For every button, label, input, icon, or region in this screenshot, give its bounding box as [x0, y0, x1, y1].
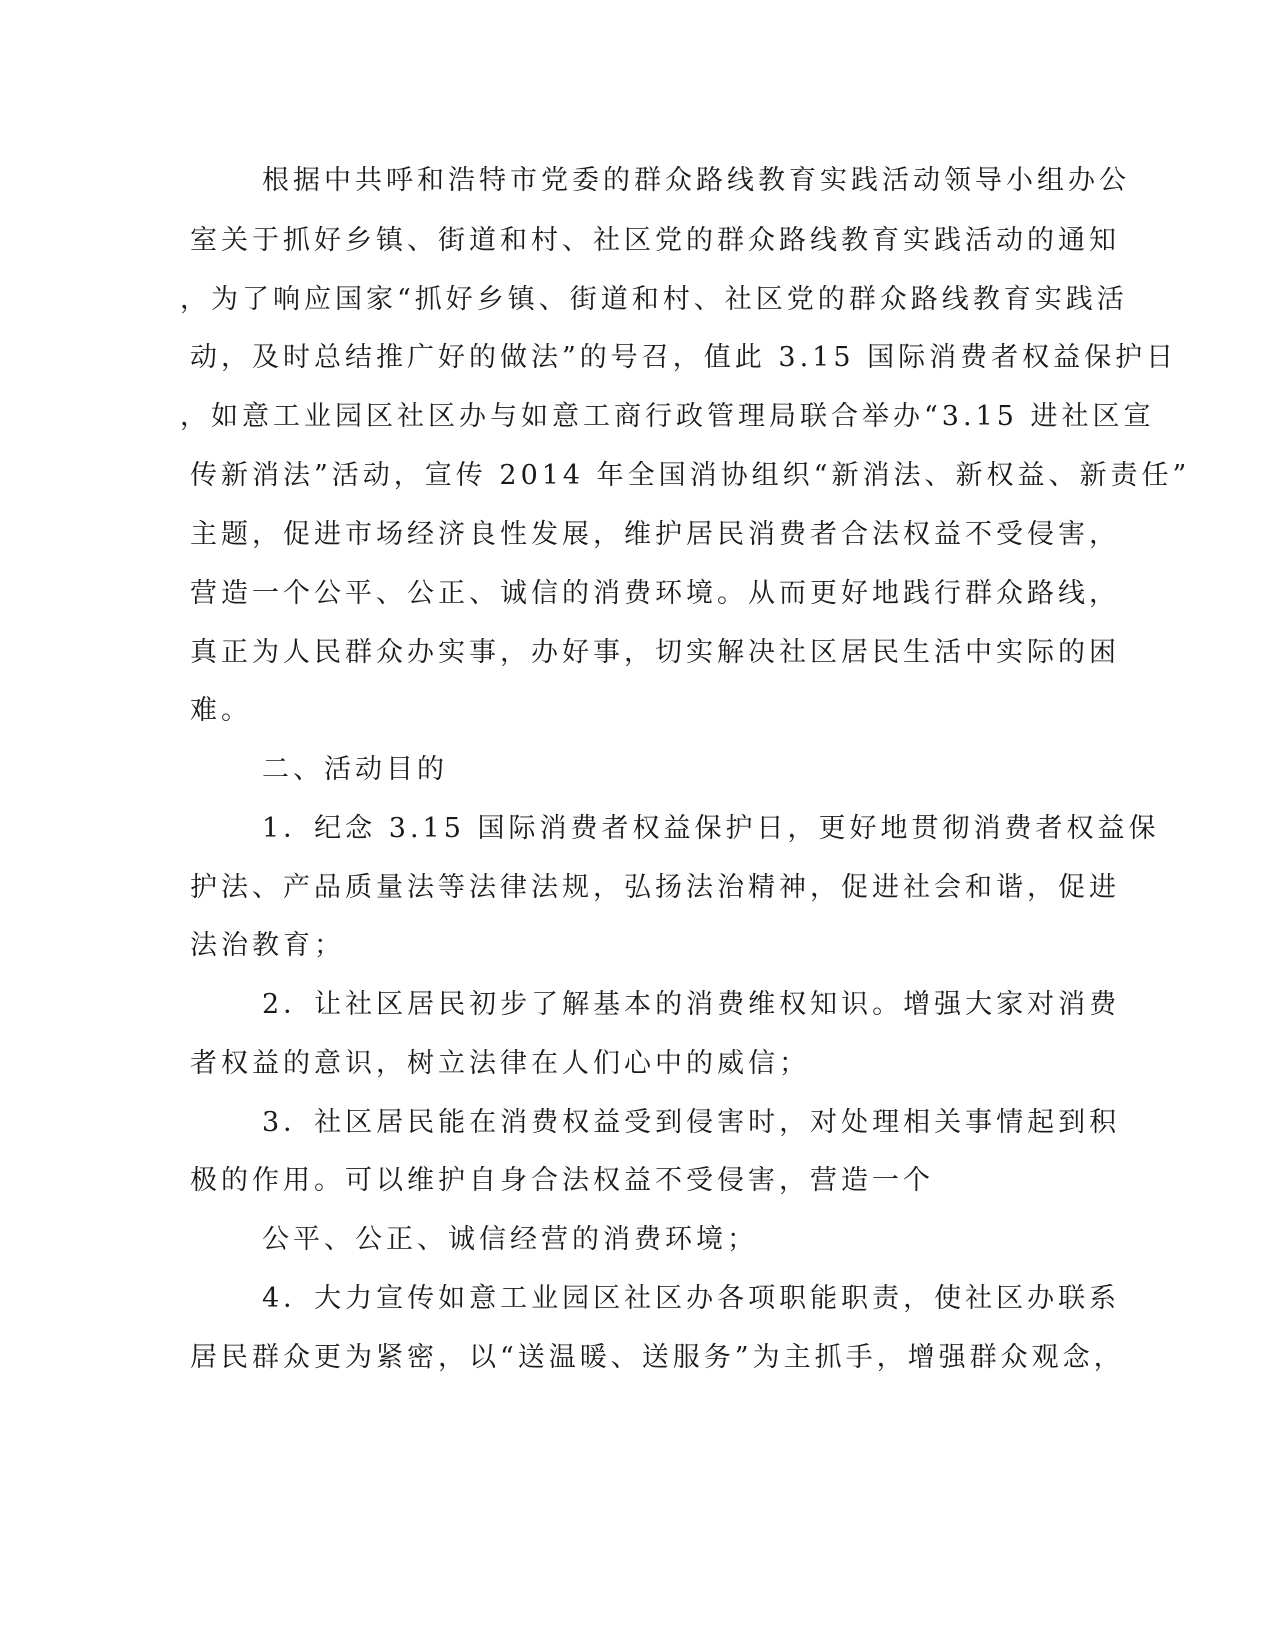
- paragraph-line: 者权益的意识，树立法律在人们心中的威信；: [190, 1048, 810, 1079]
- paragraph-line: 动，及时总结推广好的做法”的号召，值此 3.15 国际消费者权益保护日: [190, 342, 1178, 373]
- paragraph-line: 室关于抓好乡镇、街道和村、社区党的群众路线教育实践活动的通知: [190, 225, 1120, 256]
- section-heading: 二、活动目的: [262, 754, 448, 785]
- paragraph-line: 护法、产品质量法等法律法规，弘扬法治精神，促进社会和谐，促进: [190, 872, 1120, 903]
- paragraph-line: 难。: [190, 695, 252, 726]
- paragraph-line: 根据中共呼和浩特市党委的群众路线教育实践活动领导小组办公: [262, 165, 1130, 196]
- paragraph-line: 居民群众更为紧密，以“送温暖、送服务”为主抓手，增强群众观念，: [190, 1342, 1125, 1373]
- paragraph-line: 营造一个公平、公正、诚信的消费环境。从而更好地践行群众路线，: [190, 578, 1120, 609]
- paragraph-line: 4．大力宣传如意工业园区社区办各项职能职责，使社区办联系: [262, 1283, 1121, 1314]
- paragraph-line: 极的作用。可以维护自身合法权益不受侵害，营造一个: [190, 1165, 934, 1196]
- paragraph-line: 3．社区居民能在消费权益受到侵害时，对处理相关事情起到积: [262, 1107, 1121, 1138]
- paragraph-line: 2．让社区居民初步了解基本的消费维权知识。增强大家对消费: [262, 989, 1121, 1020]
- paragraph-line: 主题，促进市场经济良性发展，维护居民消费者合法权益不受侵害，: [190, 519, 1120, 550]
- paragraph-line: 传新消法”活动，宣传 2014 年全国消协组织“新消法、新权益、新责任”: [190, 460, 1191, 491]
- paragraph-line: 真正为人民群众办实事，办好事，切实解决社区居民生活中实际的困: [190, 637, 1120, 668]
- paragraph-line: ，为了响应国家“抓好乡镇、街道和村、社区党的群众路线教育实践活: [180, 284, 1128, 315]
- paragraph-line: 1．纪念 3.15 国际消费者权益保护日，更好地贯彻消费者权益保: [262, 813, 1160, 844]
- paragraph-line: ，如意工业园区社区办与如意工商行政管理局联合举办“3.15 进社区宣: [180, 401, 1155, 432]
- paragraph-line: 法治教育；: [190, 930, 345, 961]
- paragraph-line: 公平、公正、诚信经营的消费环境；: [262, 1224, 758, 1255]
